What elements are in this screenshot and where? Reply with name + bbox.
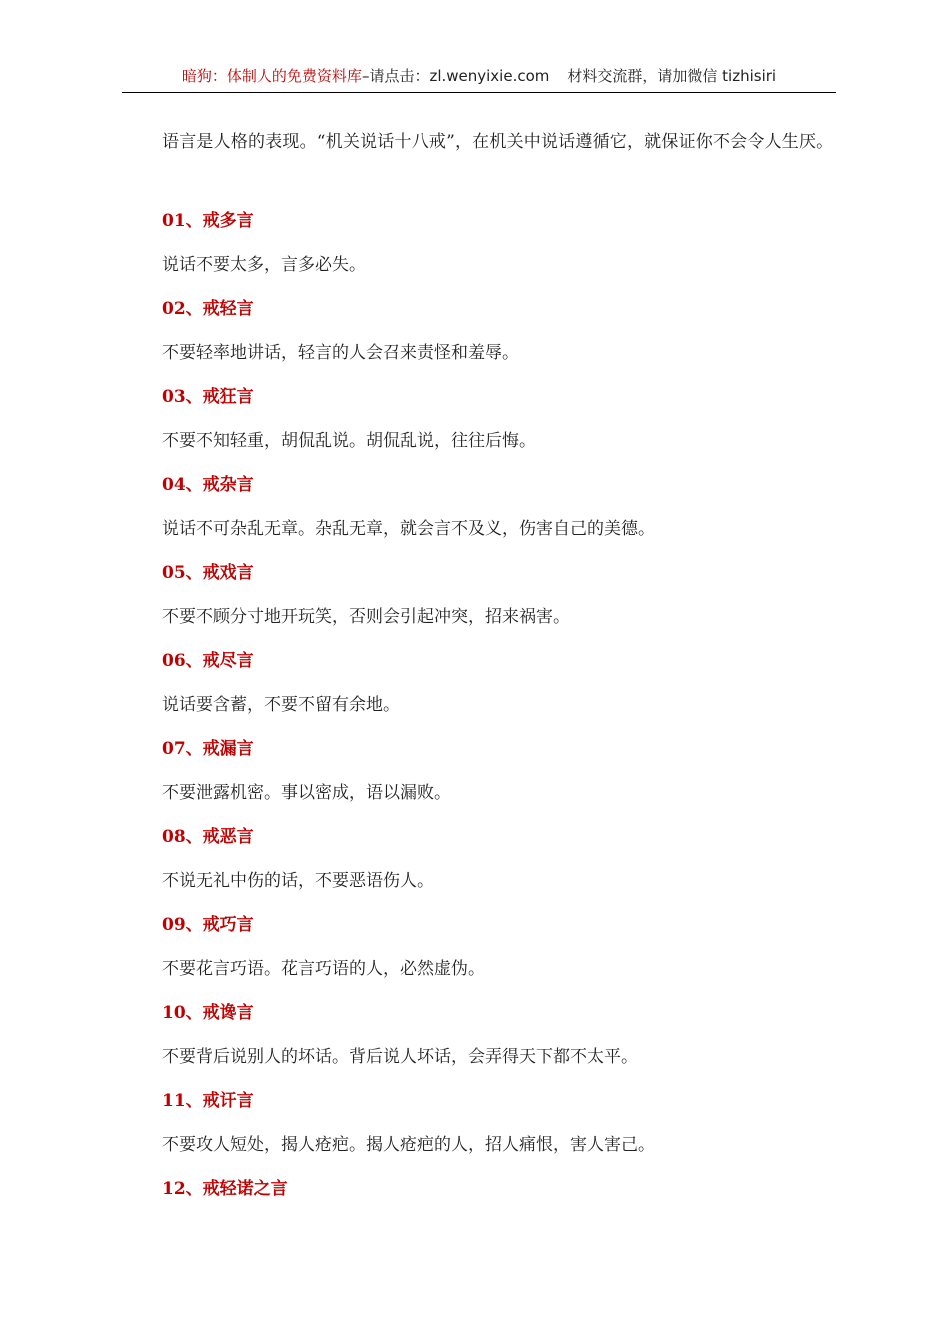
section-title-01: 01、戒多言 xyxy=(162,211,254,231)
section-title-09: 09、戒巧言 xyxy=(162,915,254,935)
intro-paragraph: 语言是人格的表现。“机关说话十八戒”，在机关中说话遵循它，就保证你不会令人生厌。 xyxy=(162,132,834,152)
header-prompt: –请点击： xyxy=(361,67,430,85)
section-text-07: 不要泄露机密。事以密成，语以漏败。 xyxy=(162,783,451,803)
section-text-03: 不要不知轻重，胡侃乱说。胡侃乱说，往往后悔。 xyxy=(162,431,536,451)
header-site-name: 暗狗：体制人的免费资料库 xyxy=(181,67,362,85)
section-title-03: 03、戒狂言 xyxy=(162,387,254,407)
section-title-08: 08、戒恶言 xyxy=(162,827,254,847)
section-title-07: 07、戒漏言 xyxy=(162,739,254,759)
section-text-08: 不说无礼中伤的话，不要恶语伤人。 xyxy=(162,871,434,891)
section-title-11: 11、戒讦言 xyxy=(162,1091,254,1111)
section-title-12: 12、戒轻诺之言 xyxy=(162,1179,288,1199)
section-text-01: 说话不要太多，言多必失。 xyxy=(162,255,366,275)
section-text-09: 不要花言巧语。花言巧语的人，必然虚伪。 xyxy=(162,959,485,979)
section-title-05: 05、戒戏言 xyxy=(162,563,254,583)
header-url-link[interactable]: zl.wenyixie.com xyxy=(429,67,550,85)
page-header xyxy=(122,60,836,93)
section-title-06: 06、戒尽言 xyxy=(162,651,254,671)
section-text-06: 说话要含蓄，不要不留有余地。 xyxy=(162,695,400,715)
section-title-10: 10、戒谗言 xyxy=(162,1003,254,1023)
section-text-10: 不要背后说别人的坏话。背后说人坏话，会弄得天下都不太平。 xyxy=(162,1047,638,1067)
section-text-04: 说话不可杂乱无章。杂乱无章，就会言不及义，伤害自己的美德。 xyxy=(162,519,655,539)
section-text-02: 不要轻率地讲话，轻言的人会召来责怪和羞辱。 xyxy=(162,343,519,363)
header-contact: 材料交流群，请加微信 tizhisiri xyxy=(567,67,777,85)
section-text-11: 不要攻人短处，揭人疮疤。揭人疮疤的人，招人痛恨，害人害己。 xyxy=(162,1135,655,1155)
section-title-04: 04、戒杂言 xyxy=(162,475,254,495)
section-text-05: 不要不顾分寸地开玩笑，否则会引起冲突，招来祸害。 xyxy=(162,607,570,627)
section-title-02: 02、戒轻言 xyxy=(162,299,254,319)
